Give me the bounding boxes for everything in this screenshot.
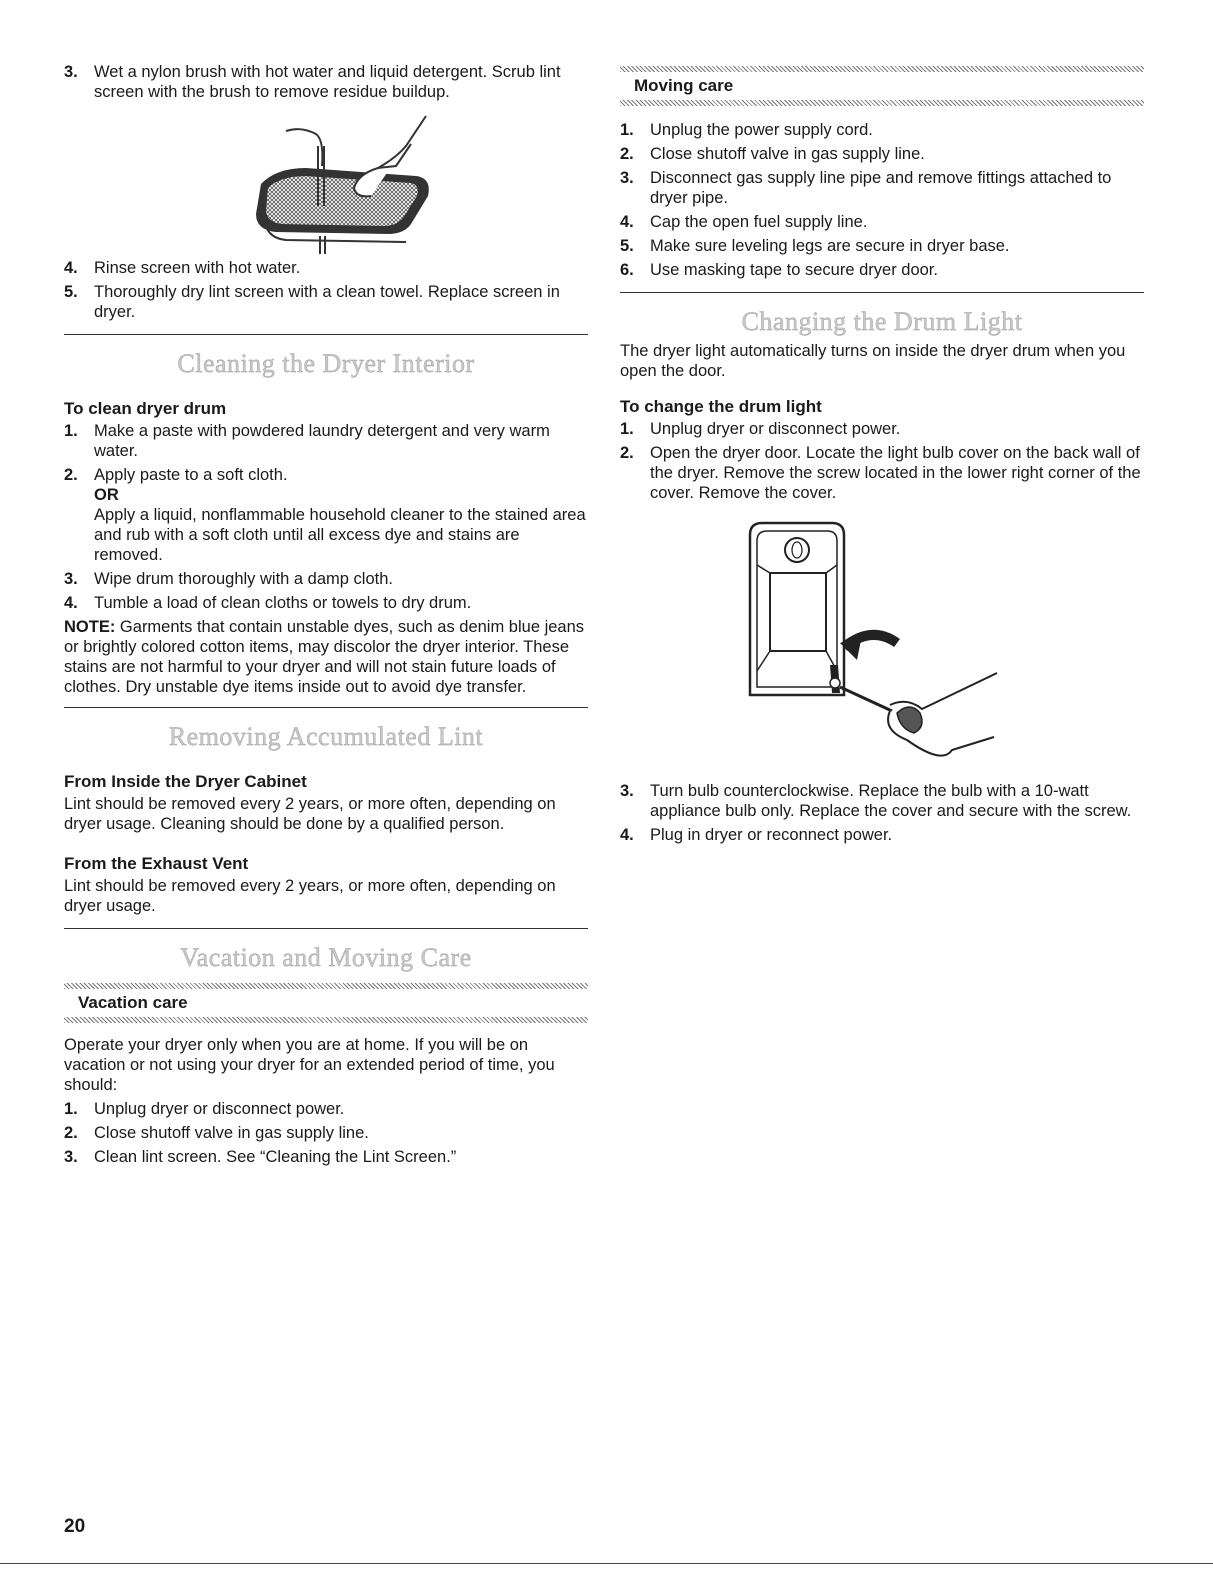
subheading-exhaust-vent: From the Exhaust Vent (64, 854, 249, 873)
list-item (64, 282, 588, 322)
section-title-vacation-moving: Vacation and Moving Care (180, 943, 472, 972)
step-text: Unplug dryer or disconnect power. (94, 1100, 345, 1118)
step-number: 5. (64, 283, 78, 301)
section-divider (64, 334, 588, 335)
step-text: Unplug dryer or disconnect power. (650, 420, 901, 438)
step-number: 2. (620, 145, 634, 163)
step-alt-text: Apply a liquid, nonflammable household cleaner to the stained area and rub with a soft cloth until all excess dye and stains are removed. (94, 506, 586, 564)
step-text: Wipe drum thoroughly with a damp cloth. (94, 570, 393, 588)
list-item (620, 443, 1144, 503)
vacation-steps (64, 1099, 588, 1167)
section-divider (64, 928, 588, 929)
section-title-cleaning-interior: Cleaning the Dryer Interior (177, 349, 475, 378)
step-number: 2. (620, 444, 634, 462)
step-text: Clean lint screen. See “Cleaning the Lint Screen.” (94, 1148, 457, 1166)
footer-rule (0, 1563, 1213, 1564)
drum-light-cover-illustration (732, 515, 1032, 775)
step-number: 3. (620, 782, 634, 800)
list-item (620, 168, 1144, 208)
step-text: Close shutoff valve in gas supply line. (94, 1124, 369, 1142)
list-item (64, 465, 588, 565)
drum-light-steps-b (620, 781, 1144, 845)
list-item (620, 120, 1144, 140)
drum-light-steps-a (620, 419, 1144, 503)
list-item (620, 260, 1144, 280)
step-text: Make a paste with powdered laundry detergent and very warm water. (94, 422, 550, 460)
step-number: 5. (620, 237, 634, 255)
list-item (64, 1123, 588, 1143)
hatch-band-bottom (64, 1017, 588, 1023)
step-number: 4. (620, 213, 634, 231)
clean-drum-steps (64, 421, 588, 613)
list-item (64, 258, 588, 278)
section-title-removing-lint: Removing Accumulated Lint (168, 722, 484, 751)
note-text: Garments that contain unstable dyes, such as denim blue jeans or brightly colored cotton items, may discolor the dryer interior. These stains are not harmful to your dryer and will not stain future loads of clothes. Dry unstable dye items inside out to avoid dye transfer. (64, 618, 585, 696)
right-column (620, 66, 1144, 849)
paragraph: Lint should be removed every 2 years, or more often, depending on dryer usage. Cleaning should be done by a qualified person. (64, 795, 556, 833)
list-item (620, 781, 1144, 821)
hatch-band-top (64, 983, 588, 989)
page-number: 20 (64, 1516, 86, 1537)
step-number: 4. (64, 594, 78, 612)
step-text: Turn bulb counterclockwise. Replace the bulb with a 10-watt appliance bulb only. Replace the cover and secure with the screw. (650, 782, 1132, 820)
list-item (64, 1099, 588, 1119)
step-text: Plug in dryer or reconnect power. (650, 826, 893, 844)
step-number: 3. (64, 1148, 78, 1166)
step-text: Rinse screen with hot water. (94, 259, 301, 277)
step-text: Unplug the power supply cord. (650, 121, 873, 139)
step-number: 2. (64, 1124, 78, 1142)
lint-screen-steps-b (64, 258, 588, 322)
step-number: 4. (64, 259, 78, 277)
step-number: 1. (64, 1100, 78, 1118)
subheading-moving-care: Moving care (634, 76, 734, 95)
step-number: 1. (64, 422, 78, 440)
left-column (64, 62, 588, 1171)
section-title-drum-light: Changing the Drum Light (741, 307, 1023, 336)
step-text: Tumble a load of clean cloths or towels to dry drum. (94, 594, 472, 612)
step-text: Wet a nylon brush with hot water and liquid detergent. Scrub lint screen with the brush to remove residue buildup. (94, 63, 561, 101)
list-item (620, 419, 1144, 439)
section-divider (620, 292, 1144, 293)
subheading-clean-drum: To clean dryer drum (64, 399, 227, 418)
step-number: 2. (64, 466, 78, 484)
subheading-inside-cabinet: From Inside the Dryer Cabinet (64, 772, 307, 791)
note-paragraph (64, 617, 588, 697)
list-item (64, 593, 588, 613)
note-label: NOTE: (64, 618, 116, 636)
step-number: 3. (64, 570, 78, 588)
hatch-band-top (620, 66, 1144, 72)
step-number: 3. (64, 63, 78, 81)
step-text: Apply paste to a soft cloth. (94, 466, 288, 484)
list-item (64, 421, 588, 461)
hatch-band-bottom (620, 100, 1144, 106)
list-item (64, 1147, 588, 1167)
step-text: Close shutoff valve in gas supply line. (650, 145, 925, 163)
step-number: 6. (620, 261, 634, 279)
list-item (620, 212, 1144, 232)
lint-screen-brush-illustration (206, 106, 446, 256)
step-number: 1. (620, 420, 634, 438)
paragraph: Operate your dryer only when you are at home. If you will be on vacation or not using your dryer for an extended period of time, you should: (64, 1036, 555, 1094)
step-text: Cap the open fuel supply line. (650, 213, 868, 231)
step-text: Open the dryer door. Locate the light bulb cover on the back wall of the dryer. Remove the screw located in the lower right corner of the cover. Remove the cover. (650, 444, 1141, 502)
lint-screen-steps-a (64, 62, 588, 102)
subheading-vacation-care: Vacation care (78, 993, 188, 1012)
step-number: 1. (620, 121, 634, 139)
step-text: Use masking tape to secure dryer door. (650, 261, 938, 279)
step-number: 4. (620, 826, 634, 844)
step-text: Thoroughly dry lint screen with a clean towel. Replace screen in dryer. (94, 283, 560, 321)
list-item (64, 62, 588, 102)
subheading-change-drum-light: To change the drum light (620, 397, 822, 416)
list-item (620, 144, 1144, 164)
step-text-group (94, 465, 588, 565)
or-label: OR (94, 486, 119, 504)
paragraph: Lint should be removed every 2 years, or more often, depending on dryer usage. (64, 877, 556, 915)
step-number: 3. (620, 169, 634, 187)
list-item (620, 236, 1144, 256)
list-item (620, 825, 1144, 845)
step-text: Disconnect gas supply line pipe and remove fittings attached to dryer pipe. (650, 169, 1112, 207)
step-text: Make sure leveling legs are secure in dryer base. (650, 237, 1010, 255)
section-divider (64, 707, 588, 708)
moving-steps (620, 120, 1144, 280)
paragraph: The dryer light automatically turns on inside the dryer drum when you open the door. (620, 342, 1126, 380)
list-item (64, 569, 588, 589)
